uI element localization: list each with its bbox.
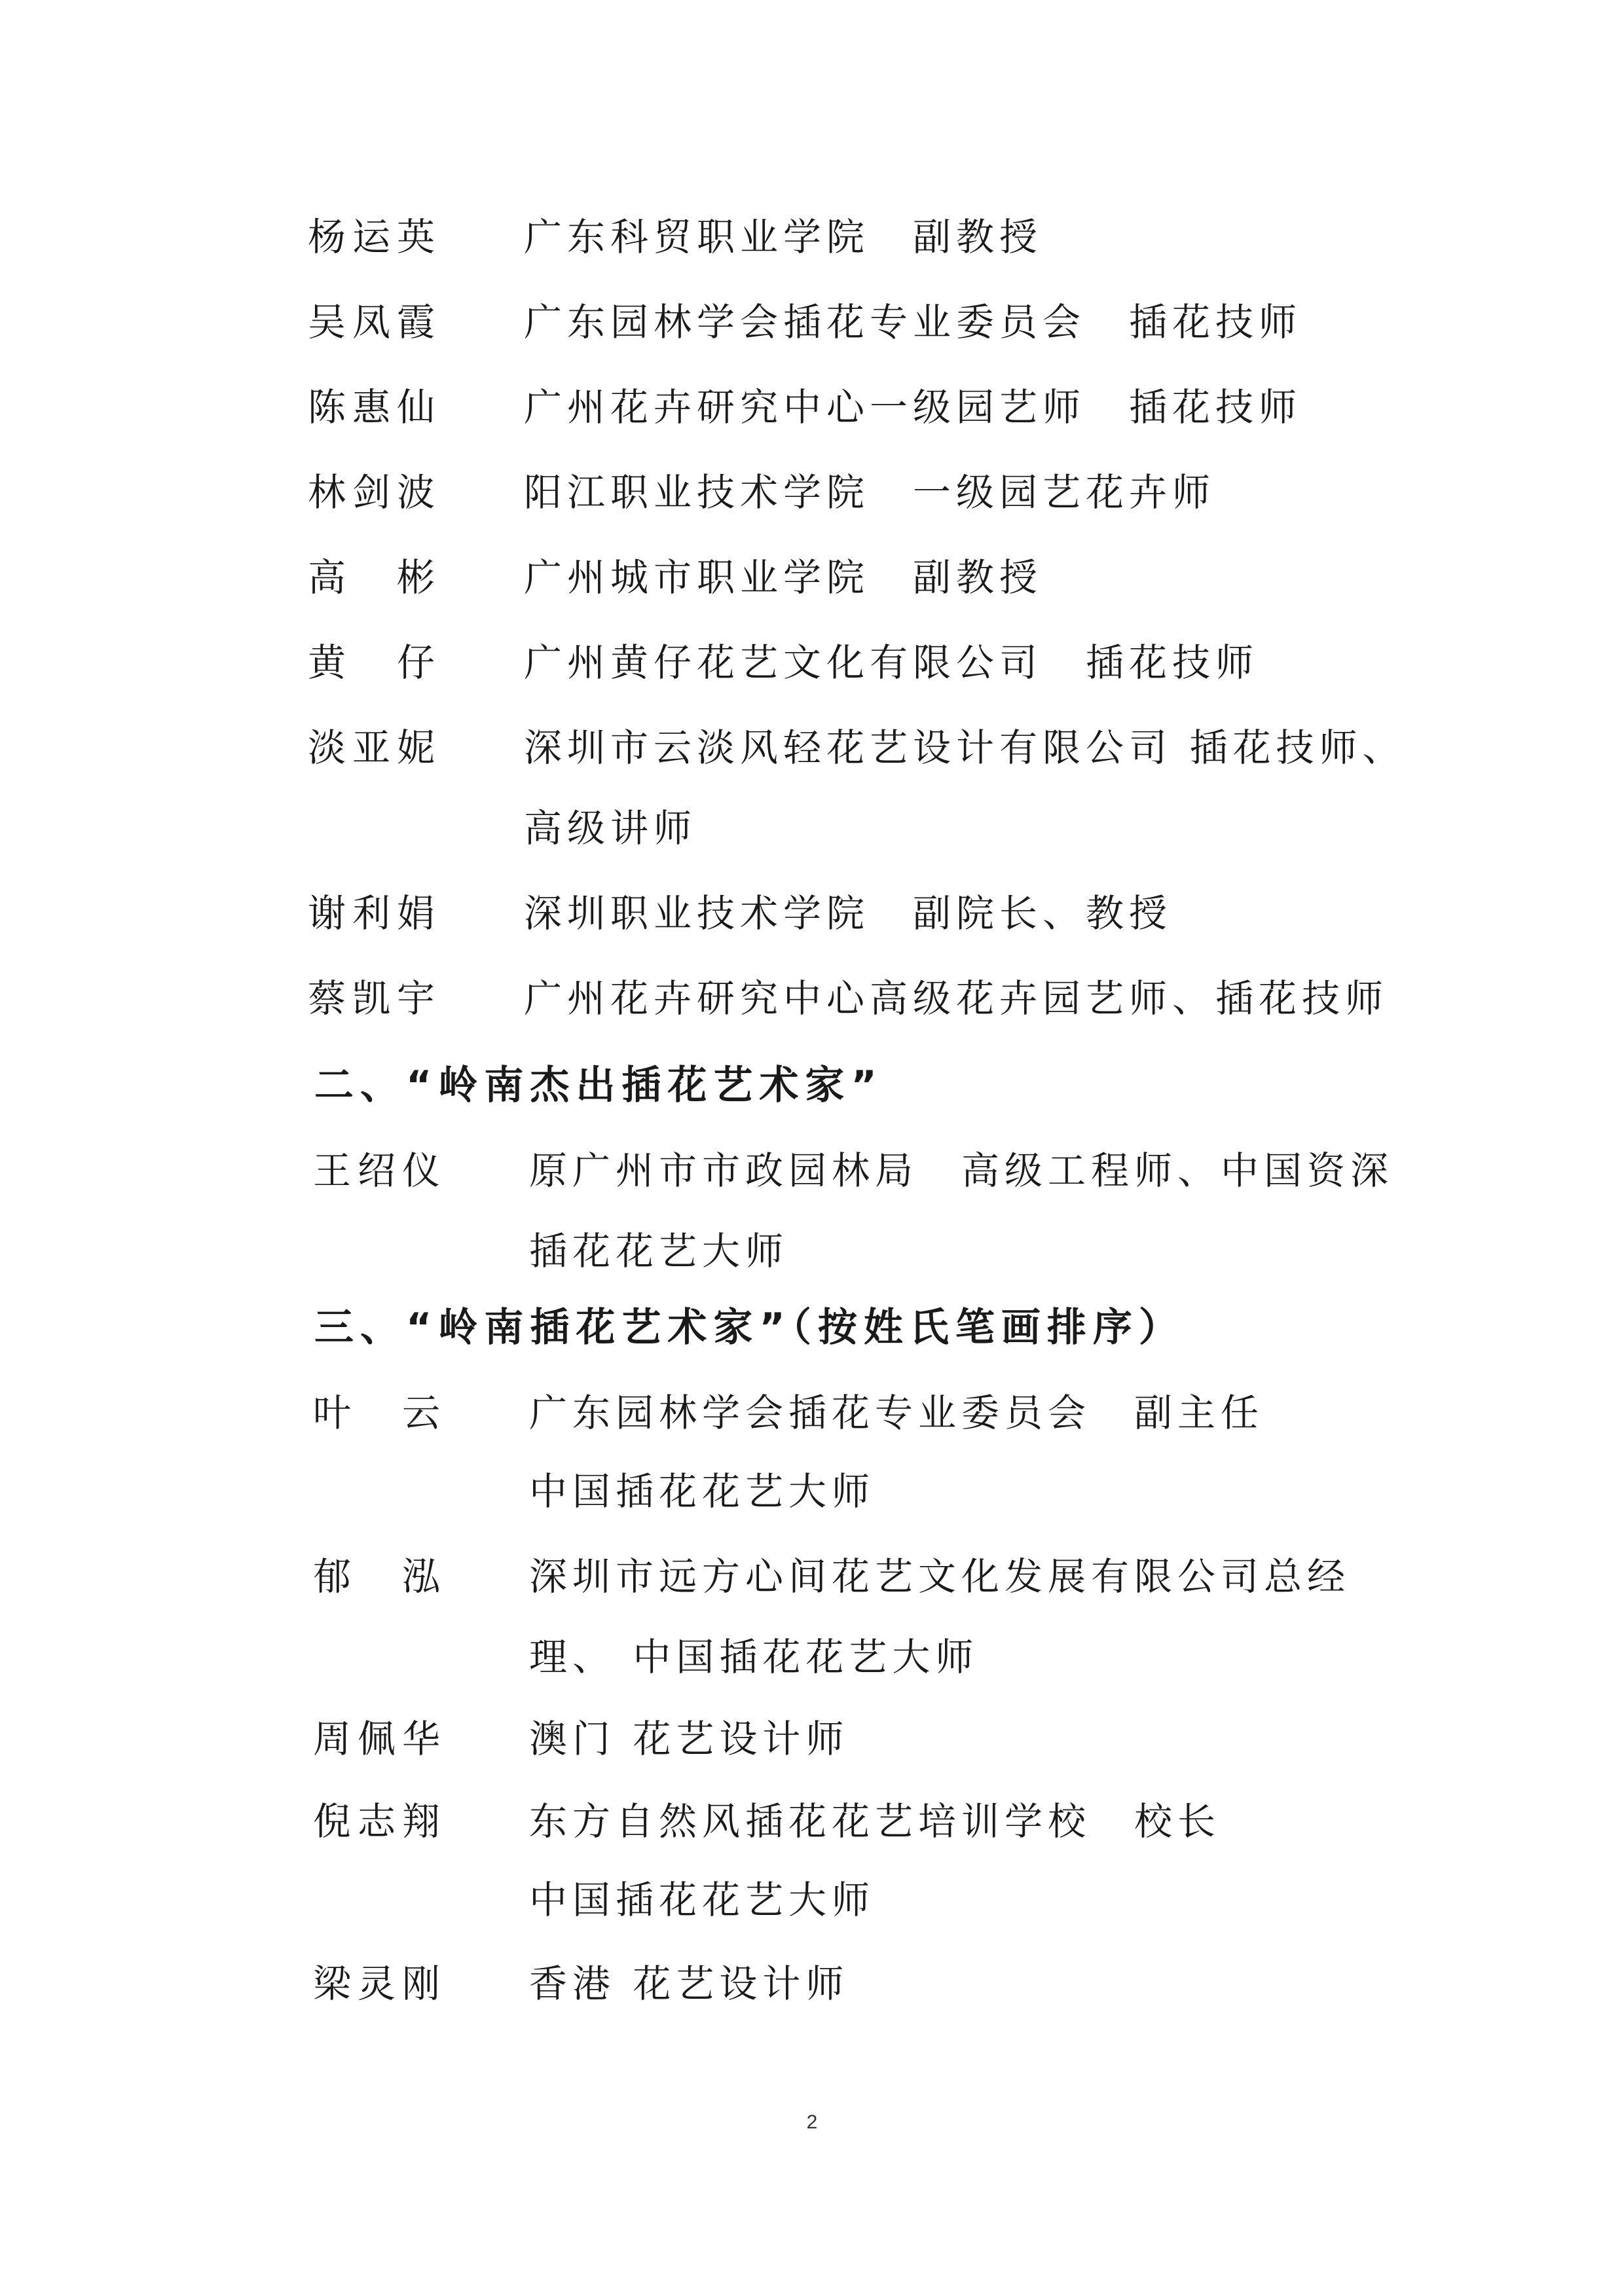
person-name: 杨运英 [308,215,442,259]
list-item-continuation [313,1452,1426,1531]
list-item [308,198,1421,276]
list-item [308,283,1421,361]
list-item [308,874,1421,953]
list-item [313,1782,1426,1861]
list-item-continuation [313,1861,1426,1939]
list-item [308,538,1421,617]
list-item [313,1131,1426,1210]
person-name: 高 彬 [308,555,442,600]
section-heading: 二、“岭南杰出插花艺术家” [314,1063,883,1108]
list-item [308,453,1421,532]
list-item-continuation [308,789,1421,867]
section-heading: 三、“岭南插花艺术家”（按姓氏笔画排序） [314,1305,1185,1351]
list-item-continuation [313,1212,1426,1290]
person-description: 理、 中国插花花艺大师 [529,1635,979,1679]
list-item [313,1374,1426,1452]
list-item [313,1700,1426,1778]
person-name: 陈惠仙 [308,385,442,429]
page-number: 2 [806,2111,818,2133]
person-description: 广东科贸职业学院 副教授 [524,215,1043,259]
list-item [308,708,1421,787]
person-description: 澳门 花艺设计师 [529,1717,849,1761]
person-name: 郁 泓 [313,1554,447,1599]
person-name: 黄 仔 [308,640,442,685]
person-name: 王绍仪 [313,1148,447,1193]
person-description: 阳江职业技术学院 一级园艺花卉师 [524,470,1216,515]
person-description: 中国插花花艺大师 [529,1878,876,1922]
person-name: 蔡凯宇 [308,976,442,1021]
person-name: 叶 云 [313,1391,447,1435]
person-name: 吴凤霞 [308,300,442,344]
person-description: 广州城市职业学院 副教授 [524,555,1043,600]
person-description: 广州花卉研究中心一级园艺师 插花技师 [524,385,1302,429]
person-description: 深圳市远方心间花艺文化发展有限公司总经 [529,1554,1351,1599]
person-description: 中国插花花艺大师 [529,1469,876,1514]
list-item [313,1944,1426,2023]
list-item [308,959,1421,1038]
person-description: 深圳职业技术学院 副院长、教授 [524,891,1173,936]
person-name: 周佩华 [313,1717,447,1761]
person-description: 原广州市市政园林局 高级工程师、中国资深 [529,1148,1394,1193]
list-item [308,623,1421,702]
person-description: 广东园林学会插花专业委员会 插花技师 [524,300,1302,344]
person-description: 深圳市云淡风轻花艺设计有限公司 插花技师、 [524,725,1406,770]
person-description: 广州花卉研究中心高级花卉园艺师、插花技师 [524,976,1389,1021]
list-item-continuation [313,1618,1426,1696]
person-name: 林剑波 [308,470,442,515]
person-description: 东方自然风插花花艺培训学校 校长 [529,1799,1221,1844]
person-description: 香港 花艺设计师 [529,1961,849,2006]
list-item [313,1537,1426,1616]
person-description: 高级讲师 [524,806,697,850]
person-name: 淡亚妮 [308,725,442,770]
person-description: 广州黄仔花艺文化有限公司 插花技师 [524,640,1259,685]
person-name: 倪志翔 [313,1799,447,1844]
person-name: 梁灵刚 [313,1961,447,2006]
person-description: 广东园林学会插花专业委员会 副主任 [529,1391,1264,1435]
person-name: 谢利娟 [308,891,442,936]
list-item [308,368,1421,446]
person-description: 插花花艺大师 [529,1229,789,1273]
